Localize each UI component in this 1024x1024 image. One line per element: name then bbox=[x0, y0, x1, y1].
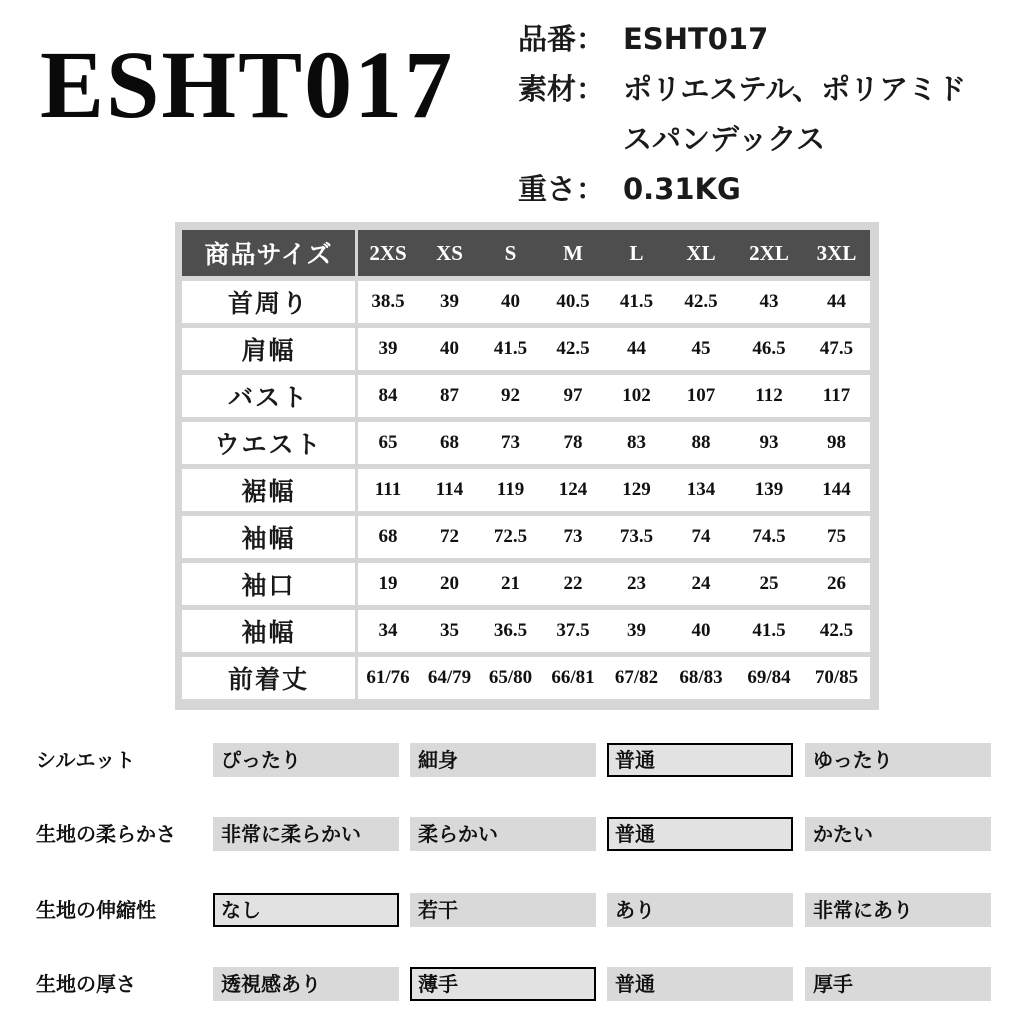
attribute-label: 生地の厚さ bbox=[36, 972, 136, 996]
table-row bbox=[182, 610, 870, 657]
table-row bbox=[182, 516, 870, 563]
attribute-option: 非常にあり bbox=[805, 893, 991, 927]
table-cell: 44 bbox=[606, 328, 667, 375]
table-cell: 47.5 bbox=[803, 328, 870, 375]
row-label: 首周り bbox=[182, 281, 358, 328]
table-cell: 87 bbox=[418, 375, 481, 422]
attribute-row bbox=[0, 890, 1024, 930]
table-cell: 20 bbox=[418, 563, 481, 610]
table-cell: 42.5 bbox=[540, 328, 606, 375]
table-cell: 64/79 bbox=[418, 657, 481, 699]
row-label: 袖幅 bbox=[182, 516, 358, 563]
table-cell: 44 bbox=[803, 281, 870, 328]
attribute-option: 若干 bbox=[410, 893, 596, 927]
table-cell: 40 bbox=[418, 328, 481, 375]
attribute-option: 透視感あり bbox=[213, 967, 399, 1001]
spec-weight bbox=[518, 164, 1008, 214]
table-cell: 36.5 bbox=[481, 610, 540, 657]
table-cell: 75 bbox=[803, 516, 870, 563]
table-cell: 26 bbox=[803, 563, 870, 610]
attribute-option-selected: 普通 bbox=[607, 743, 793, 777]
attribute-label: 生地の伸縮性 bbox=[36, 898, 156, 922]
table-row bbox=[182, 281, 870, 328]
size-header-s: S bbox=[481, 230, 540, 281]
table-cell: 69/84 bbox=[735, 657, 803, 699]
table-cell: 74 bbox=[667, 516, 735, 563]
spec-code-value: ESHT017 bbox=[623, 22, 769, 56]
spec-material-label: 素材： bbox=[518, 72, 606, 106]
size-header-m: M bbox=[540, 230, 606, 281]
table-cell: 107 bbox=[667, 375, 735, 422]
attribute-row bbox=[0, 740, 1024, 780]
table-cell: 40.5 bbox=[540, 281, 606, 328]
table-cell: 67/82 bbox=[606, 657, 667, 699]
table-cell: 24 bbox=[667, 563, 735, 610]
table-cell: 72 bbox=[418, 516, 481, 563]
table-cell: 73 bbox=[540, 516, 606, 563]
table-cell: 83 bbox=[606, 422, 667, 469]
attribute-option: 厚手 bbox=[805, 967, 991, 1001]
attribute-option: 柔らかい bbox=[410, 817, 596, 851]
table-cell: 42.5 bbox=[803, 610, 870, 657]
row-label: 袖幅 bbox=[182, 610, 358, 657]
table-cell: 68 bbox=[358, 516, 418, 563]
table-cell: 65 bbox=[358, 422, 418, 469]
table-cell: 119 bbox=[481, 469, 540, 516]
size-header-row bbox=[182, 230, 870, 281]
attribute-option-selected: 薄手 bbox=[410, 967, 596, 1001]
table-cell: 21 bbox=[481, 563, 540, 610]
table-cell: 117 bbox=[803, 375, 870, 422]
table-cell: 42.5 bbox=[667, 281, 735, 328]
table-cell: 73.5 bbox=[606, 516, 667, 563]
table-cell: 74.5 bbox=[735, 516, 803, 563]
attribute-row bbox=[0, 814, 1024, 854]
table-cell: 66/81 bbox=[540, 657, 606, 699]
table-cell: 98 bbox=[803, 422, 870, 469]
attribute-option: ぴったり bbox=[213, 743, 399, 777]
table-cell: 61/76 bbox=[358, 657, 418, 699]
table-cell: 84 bbox=[358, 375, 418, 422]
table-cell: 37.5 bbox=[540, 610, 606, 657]
table-cell: 88 bbox=[667, 422, 735, 469]
table-cell: 19 bbox=[358, 563, 418, 610]
table-cell: 134 bbox=[667, 469, 735, 516]
table-cell: 39 bbox=[358, 328, 418, 375]
size-header-3xl: 3XL bbox=[803, 230, 870, 281]
attribute-option: あり bbox=[607, 893, 793, 927]
table-cell: 72.5 bbox=[481, 516, 540, 563]
table-cell: 70/85 bbox=[803, 657, 870, 699]
attribute-option: 普通 bbox=[607, 967, 793, 1001]
table-cell: 40 bbox=[481, 281, 540, 328]
size-header-l: L bbox=[606, 230, 667, 281]
table-cell: 41.5 bbox=[606, 281, 667, 328]
table-cell: 39 bbox=[606, 610, 667, 657]
table-cell: 97 bbox=[540, 375, 606, 422]
table-cell: 102 bbox=[606, 375, 667, 422]
attribute-label: シルエット bbox=[36, 748, 136, 772]
size-header-2xl: 2XL bbox=[735, 230, 803, 281]
table-row bbox=[182, 469, 870, 516]
row-label: ウエスト bbox=[182, 422, 358, 469]
table-cell: 111 bbox=[358, 469, 418, 516]
spec-material-value-2: スパンデックス bbox=[623, 122, 826, 156]
table-cell: 41.5 bbox=[481, 328, 540, 375]
product-logo: ESHT017 bbox=[40, 31, 455, 138]
size-table bbox=[182, 230, 870, 699]
row-label: 裾幅 bbox=[182, 469, 358, 516]
spec-block bbox=[518, 14, 1008, 214]
size-table-frame bbox=[175, 222, 879, 710]
table-cell: 22 bbox=[540, 563, 606, 610]
table-cell: 34 bbox=[358, 610, 418, 657]
spec-weight-value: 0.31KG bbox=[623, 172, 741, 206]
attribute-option-selected: なし bbox=[213, 893, 399, 927]
table-row bbox=[182, 375, 870, 422]
table-cell: 114 bbox=[418, 469, 481, 516]
table-cell: 40 bbox=[667, 610, 735, 657]
attribute-row bbox=[0, 964, 1024, 1004]
table-cell: 35 bbox=[418, 610, 481, 657]
size-header-xl: XL bbox=[667, 230, 735, 281]
attribute-option: 非常に柔らかい bbox=[213, 817, 399, 851]
table-cell: 68 bbox=[418, 422, 481, 469]
table-cell: 92 bbox=[481, 375, 540, 422]
table-cell: 45 bbox=[667, 328, 735, 375]
spec-material-value-1: ポリエステル、ポリアミド bbox=[623, 72, 967, 106]
table-cell: 124 bbox=[540, 469, 606, 516]
table-cell: 73 bbox=[481, 422, 540, 469]
table-row bbox=[182, 657, 870, 699]
table-cell: 23 bbox=[606, 563, 667, 610]
attribute-option: 細身 bbox=[410, 743, 596, 777]
attribute-label: 生地の柔らかさ bbox=[36, 822, 176, 846]
spec-weight-label: 重さ： bbox=[518, 172, 606, 206]
size-header-2xs: 2XS bbox=[358, 230, 418, 281]
table-cell: 93 bbox=[735, 422, 803, 469]
table-cell: 38.5 bbox=[358, 281, 418, 328]
table-cell: 25 bbox=[735, 563, 803, 610]
spec-code bbox=[518, 14, 1008, 64]
table-row bbox=[182, 422, 870, 469]
size-header-corner: 商品サイズ bbox=[182, 230, 358, 281]
spec-material-cont bbox=[518, 114, 1008, 164]
table-cell: 68/83 bbox=[667, 657, 735, 699]
table-row bbox=[182, 563, 870, 610]
row-label: 肩幅 bbox=[182, 328, 358, 375]
size-header-xs: XS bbox=[418, 230, 481, 281]
table-cell: 65/80 bbox=[481, 657, 540, 699]
table-cell: 43 bbox=[735, 281, 803, 328]
attribute-option: ゆったり bbox=[805, 743, 991, 777]
table-cell: 144 bbox=[803, 469, 870, 516]
attribute-option: かたい bbox=[805, 817, 991, 851]
spec-code-label: 品番： bbox=[518, 22, 606, 56]
table-row bbox=[182, 328, 870, 375]
table-cell: 139 bbox=[735, 469, 803, 516]
row-label: 袖口 bbox=[182, 563, 358, 610]
table-cell: 78 bbox=[540, 422, 606, 469]
attribute-option-selected: 普通 bbox=[607, 817, 793, 851]
spec-material bbox=[518, 64, 1008, 114]
row-label: 前着丈 bbox=[182, 657, 358, 699]
row-label: バスト bbox=[182, 375, 358, 422]
table-cell: 129 bbox=[606, 469, 667, 516]
table-cell: 41.5 bbox=[735, 610, 803, 657]
table-cell: 112 bbox=[735, 375, 803, 422]
table-cell: 46.5 bbox=[735, 328, 803, 375]
size-table-body bbox=[182, 281, 870, 699]
table-cell: 39 bbox=[418, 281, 481, 328]
